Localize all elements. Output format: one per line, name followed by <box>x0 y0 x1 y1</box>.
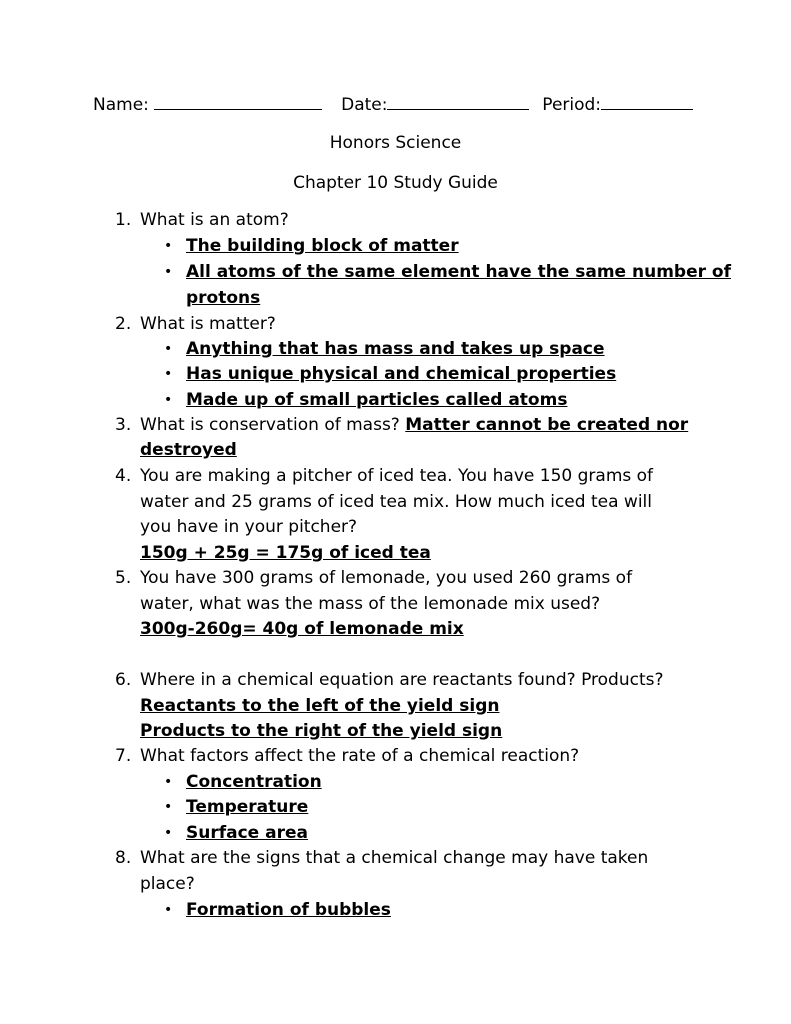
answer-text: Matter cannot be created nor <box>405 415 689 435</box>
answer-text: Products to the right of the yield sign <box>140 721 503 741</box>
answer-text: 150g + 25g = 175g of iced tea <box>140 543 431 563</box>
answer-text: Reactants to the left of the yield sign <box>140 696 500 716</box>
question-text-line: you have in your pitcher? <box>140 517 358 537</box>
bullet: • <box>164 366 173 382</box>
question-text-line: place? <box>140 874 195 894</box>
answer-text: Made up of small particles called atoms <box>186 390 568 410</box>
question-number: 3. <box>115 415 132 435</box>
answer-continuation <box>140 438 237 462</box>
page-title: Honors Science <box>329 133 462 153</box>
question-number: 2. <box>115 314 132 334</box>
answer-text: Has unique physical and chemical properties <box>186 364 617 384</box>
bullet: • <box>164 825 173 841</box>
bullet: • <box>164 799 173 815</box>
question-text: What is conservation of mass? <box>140 415 400 435</box>
question-number: 4. <box>115 466 132 486</box>
period-blank <box>601 94 693 110</box>
question-number: 8. <box>115 848 132 868</box>
question-number: 7. <box>115 746 132 766</box>
answer-text: The building block of matter <box>186 236 459 256</box>
question-text-line: water, what was the mass of the lemonade mix used? <box>140 594 601 614</box>
bullet: • <box>164 341 173 357</box>
question-number: 1. <box>115 210 132 230</box>
answer-text: All atoms of the same element have the same number of <box>186 262 731 282</box>
bullet: • <box>164 238 173 254</box>
bullet: • <box>164 774 173 790</box>
answer-text: Anything that has mass and takes up space <box>186 339 605 359</box>
bullet: • <box>164 902 173 918</box>
header-line <box>93 93 693 117</box>
answer-text: protons <box>186 288 261 308</box>
question-number: 6. <box>115 670 132 690</box>
question-text: Where in a chemical equation are reactants found? Products? <box>140 670 664 690</box>
answer-text: Formation of bubbles <box>186 900 391 920</box>
answer-text: Concentration <box>186 772 322 792</box>
bullet: • <box>164 392 173 408</box>
date-label: Date: <box>341 95 388 115</box>
answer-line <box>140 541 431 565</box>
answer-text: destroyed <box>140 440 237 460</box>
question-text: What is an atom? <box>140 210 289 230</box>
page-subtitle: Chapter 10 Study Guide <box>293 173 498 193</box>
question-number: 5. <box>115 568 132 588</box>
question-text: What is matter? <box>140 314 276 334</box>
answer-continuation <box>186 286 260 310</box>
period-label: Period: <box>542 95 602 115</box>
name-label: Name: <box>93 95 149 115</box>
question-text: What are the signs that a chemical change may have taken <box>140 848 649 868</box>
answer-line <box>140 719 502 743</box>
question-text: You are making a pitcher of iced tea. You have 150 grams of <box>140 466 654 486</box>
question-text: What factors affect the rate of a chemical reaction? <box>140 746 580 766</box>
answer-text: Surface area <box>186 823 308 843</box>
question-text-line: water and 25 grams of iced tea mix. How much iced tea will <box>140 492 652 512</box>
name-blank <box>154 94 322 110</box>
answer-line <box>140 694 499 718</box>
answer-text: 300g-260g= 40g of lemonade mix <box>140 619 464 639</box>
date-blank <box>387 94 529 110</box>
question-text: You have 300 grams of lemonade, you used 260 grams of <box>140 568 633 588</box>
answer-line <box>140 617 464 641</box>
answer-text: Temperature <box>186 797 309 817</box>
bullet: • <box>164 264 173 280</box>
